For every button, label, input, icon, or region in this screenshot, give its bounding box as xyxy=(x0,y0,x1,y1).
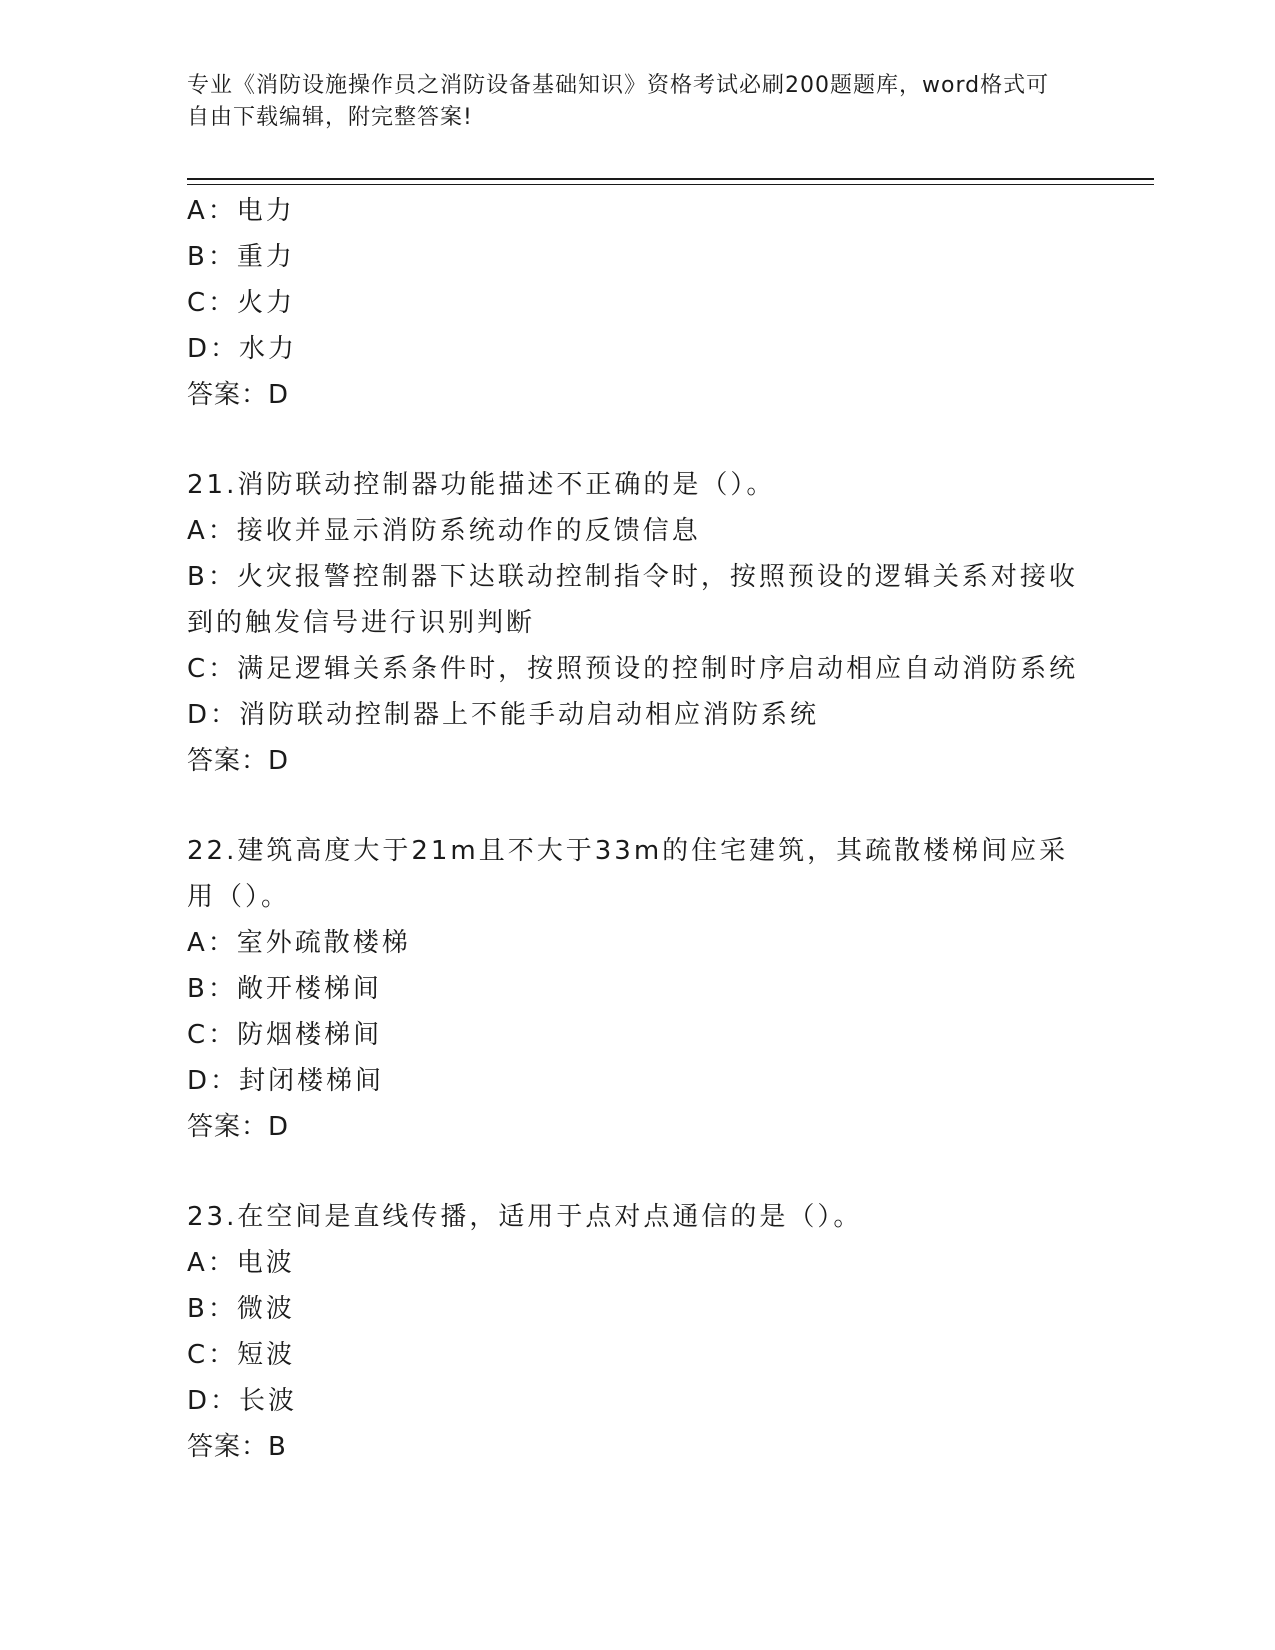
option-b: B：敞开楼梯间 xyxy=(187,974,382,1004)
option-d: D：水力 xyxy=(187,334,298,364)
previous-question-block xyxy=(187,188,1087,418)
answer-line: 答案：D xyxy=(187,380,290,410)
header-divider-thick xyxy=(187,178,1154,180)
question-23-block xyxy=(187,1194,1087,1470)
answer-line: 答案：D xyxy=(187,1112,290,1142)
question-content xyxy=(187,188,1087,1470)
document-header: 专业《消防设施操作员之消防设备基础知识》资格考试必刷200题题库，word格式可自由下载编辑，附完整答案! xyxy=(187,73,1050,130)
question-stem: 22.建筑高度大于21m且不大于33m的住宅建筑，其疏散楼梯间应采用（）。 xyxy=(187,836,1069,912)
option-a: A：电波 xyxy=(187,1248,295,1278)
option-c: C：防烟楼梯间 xyxy=(187,1020,383,1050)
option-c: C：火力 xyxy=(187,288,296,318)
question-stem: 23.在空间是直线传播，适用于点对点通信的是（）。 xyxy=(187,1202,863,1232)
option-b: B：火灾报警控制器下达联动控制指令时，按照预设的逻辑关系对接收到的触发信号进行识别判断 xyxy=(187,562,1078,638)
question-stem: 21.消防联动控制器功能描述不正确的是（）。 xyxy=(187,470,776,500)
option-b: B：微波 xyxy=(187,1294,295,1324)
question-21-block xyxy=(187,462,1087,784)
option-d: D：消防联动控制器上不能手动启动相应消防系统 xyxy=(187,700,820,730)
answer-line: 答案：D xyxy=(187,746,290,776)
option-a: A：接收并显示消防系统动作的反馈信息 xyxy=(187,516,701,546)
option-d: D：长波 xyxy=(187,1386,298,1416)
option-c: C：短波 xyxy=(187,1340,296,1370)
option-c: C：满足逻辑关系条件时，按照预设的控制时序启动相应自动消防系统 xyxy=(187,654,1079,684)
question-22-block xyxy=(187,828,1087,1150)
header-divider-thin xyxy=(187,184,1154,185)
option-b: B：重力 xyxy=(187,242,295,272)
option-a: A：室外疏散楼梯 xyxy=(187,928,411,958)
answer-line: 答案：B xyxy=(187,1432,287,1462)
option-d: D：封闭楼梯间 xyxy=(187,1066,385,1096)
option-a: A：电力 xyxy=(187,196,295,226)
